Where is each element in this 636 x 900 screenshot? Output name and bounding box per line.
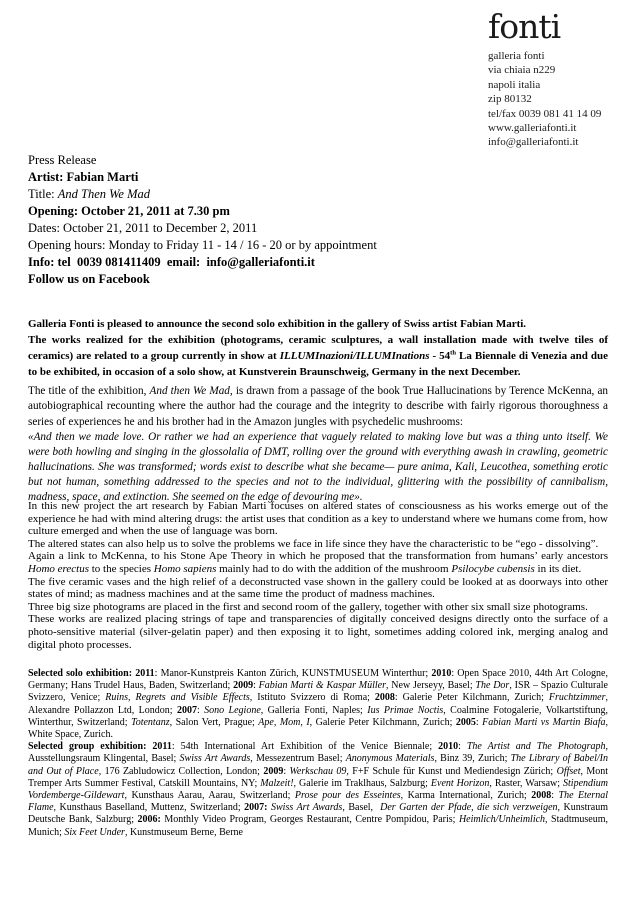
letterhead bbox=[488, 7, 602, 150]
info-line: Info: tel 0039 081411409 email: info@galleriafonti.it bbox=[28, 255, 315, 269]
mckenna-quote bbox=[28, 430, 608, 505]
group-exhibitions-list: Selected group exhibition: 2011: 54th International Art Exhibition of the Venice Biennale; 2010: The Artist and The Photograph, Ausstellungsraum Klingental, Basel; Swiss Art Awards, Messezentrum Basel; Anonymous Materials, Binz 39, Zurich; The Library of Babel/In and Out of Place, 176 Zabludowicz Collection, London; 2009: Werkschau 09, F+F Schule für Kunst und Mediendesign Zürich; Offset, Mont Tremper Arts Summer Festival, Catskill Mountains, NY; Malzeit!, Galerie im Traklhaus, Salzburg; Event Horizon, Raster, Warsaw; Stipendium Vordemberge-Gildewart, Kunsthaus Aarau, Aarau, Switzerland; Prose pour des Esseintes, Karma International, Zurich; 2008: The Eternal Flame, Kunsthaus Baselland, Muttenz, Switzerland; 2007: Swiss Art Awards, Basel, Der Garten der Pfade, die sich verzweigen, Kunstraum Deutsche Bank, Salzburg; 2006: Monthly Video Program, Georges Restaurant, Centre Pompidou, Paris; Heimlich/Unheimlich, Stadtmuseum, Munich; Six Feet Under, Kunstmuseum Berne, Berne bbox=[28, 741, 609, 838]
contact-website: www.galleriafonti.it bbox=[488, 122, 577, 135]
gallery-contact bbox=[488, 49, 601, 150]
announcement-detail: The works realized for the exhibition (photograms, ceramic sculptures, a wall installation made with twelve tiles of ceramics) are related to a group currently in show at ILLUMInazioni/ILLUMInations - 54th La Biennale di Venezia and due to be exhibited, in occasion of a solo show, at Kunstverein Braunschweig, Germany in the next December. bbox=[28, 334, 608, 378]
announcement-line: Galleria Fonti is pleased to announce the second solo exhibition in the gallery of Swiss artist Fabian Marti. bbox=[28, 318, 527, 330]
dates-line: Dates: October 21, 2011 to December 2, 2011 bbox=[28, 221, 258, 235]
body-paragraph: These works are realized placing strings of tape and transparencies of digitally conceived designs directly onto the surface of a photo-sensitive material (silver-gelatin paper) and then exposing it to light, sometimes adding colored ink, merging analog and digital photo processes. bbox=[28, 613, 608, 651]
contact-email: info@galleriafonti.it bbox=[488, 136, 579, 149]
press-release-header bbox=[28, 152, 588, 288]
contact-gallery-name: galleria fonti bbox=[488, 50, 545, 62]
contact-city: napoli italia bbox=[488, 78, 541, 91]
solo-exhibitions-list: Selected solo exhibition: 2011: Manor-Kunstpreis Kanton Zürich, KUNSTMUSEUM Winterthur; 2010: Open Space 2010, 44th Art Cologne, Germany; Hans Trudel Haus, Baden, Switzerland; 2009: Fabian Marti & Kaspar Müller, New Jerseyy, Basel; The Dor, ISR – Spazio Culturale Svizzero, Venice; Ruins, Regrets and Visible Effects, Istituto Svizzero di Roma; 2008: Galerie Peter Kilchmann, Zurich; Fruchtzimmer, Alexandre Pollazzon Ltd, London; 2007: Sono Legione, Galleria Fonti, Naples; Ius Primae Noctis, Coalmine Fotogalerie, Volkartstiftung, Winterthur, Switzerland; Totentanz, Salon Vert, Prague; Ape, Mom, I, Galerie Peter Kilchmann, Zurich; 2005: Fabian Marti vs Martin Biafa, White Space, Zurich. bbox=[28, 668, 609, 741]
hours-line: Opening hours: Monday to Friday 11 - 14 / 16 - 20 or by appointment bbox=[28, 238, 377, 252]
contact-zip: zip 80132 bbox=[488, 93, 532, 106]
body-paragraph: Again a link to McKenna, to his Stone Ape Theory in which he proposed that the transformation from humans’ early ancestors Homo erectus to the species Homo sapiens mainly had to do with the addition of the mushroom Psilocybe cubensis in its diet. bbox=[28, 550, 608, 575]
press-release-label: Press Release bbox=[28, 153, 97, 167]
contact-phone: tel/fax 0039 081 41 14 09 bbox=[488, 107, 602, 120]
body-paragraph: The five ceramic vases and the high relief of a deconstructed vase shown in the gallery could be looked at as doorways into other states of mind; as madness machines and at the same time the product of madness machines. bbox=[28, 575, 608, 601]
announcement-paragraphs bbox=[28, 316, 608, 380]
opening-line: Opening: October 21, 2011 at 7.30 pm bbox=[28, 204, 230, 218]
exhibition-lists bbox=[28, 668, 608, 839]
facebook-line: Follow us on Facebook bbox=[28, 272, 150, 286]
title-explanation-paragraph bbox=[28, 384, 608, 430]
body-paragraph: Three big size photograms are placed in the first and second room of the gallery, together with other six small size photograms. bbox=[28, 600, 588, 613]
project-description bbox=[28, 500, 608, 651]
body-paragraph: The title of the exhibition, And then We Mad, is drawn from a passage of the book True Hallucinations by Terence McKenna, an autobiographical recounting where the author had the courage and the integrity to describe with fairly rigorous thoroughness a series of experiences he and his brother had in the Amazon jungles with psychedelic mushrooms: bbox=[28, 385, 609, 428]
body-paragraph: In this new project the art research by Fabian Marti focuses on altered states of consciousness as his works emerge out of the experience he had with mind altering drugs: the artist uses that condition as a key to understand where we humans come from, how culture emerged and when the use of language was born. bbox=[28, 500, 608, 538]
title-line: Title: And Then We Mad bbox=[28, 187, 151, 201]
gallery-logo: fonti bbox=[488, 7, 561, 46]
artist-line: Artist: Fabian Marti bbox=[28, 170, 139, 184]
quote-paragraph: «And then we made love. Or rather we had an experience that vaguely related to making love but was a thing unto itself. We were both howling and singing in the glossolalia of DMT, rolling over the ground with everything awash in crawling, geometric hallucinations. She was transformed; words exist to describe what she became— pure anima, Kali, Leucothea, something erotic but not human, something addressed to the species and not to the individual, glittering with the possibility of cannibalism, madness, space, and extinction. She seemed on the edge of devouring me». bbox=[28, 431, 608, 503]
contact-street: via chiaia n229 bbox=[488, 64, 556, 77]
body-paragraph: The altered states can also help us to solve the problems we face in life since they have the characteristic to be “ego - dissolving”. bbox=[28, 537, 599, 550]
